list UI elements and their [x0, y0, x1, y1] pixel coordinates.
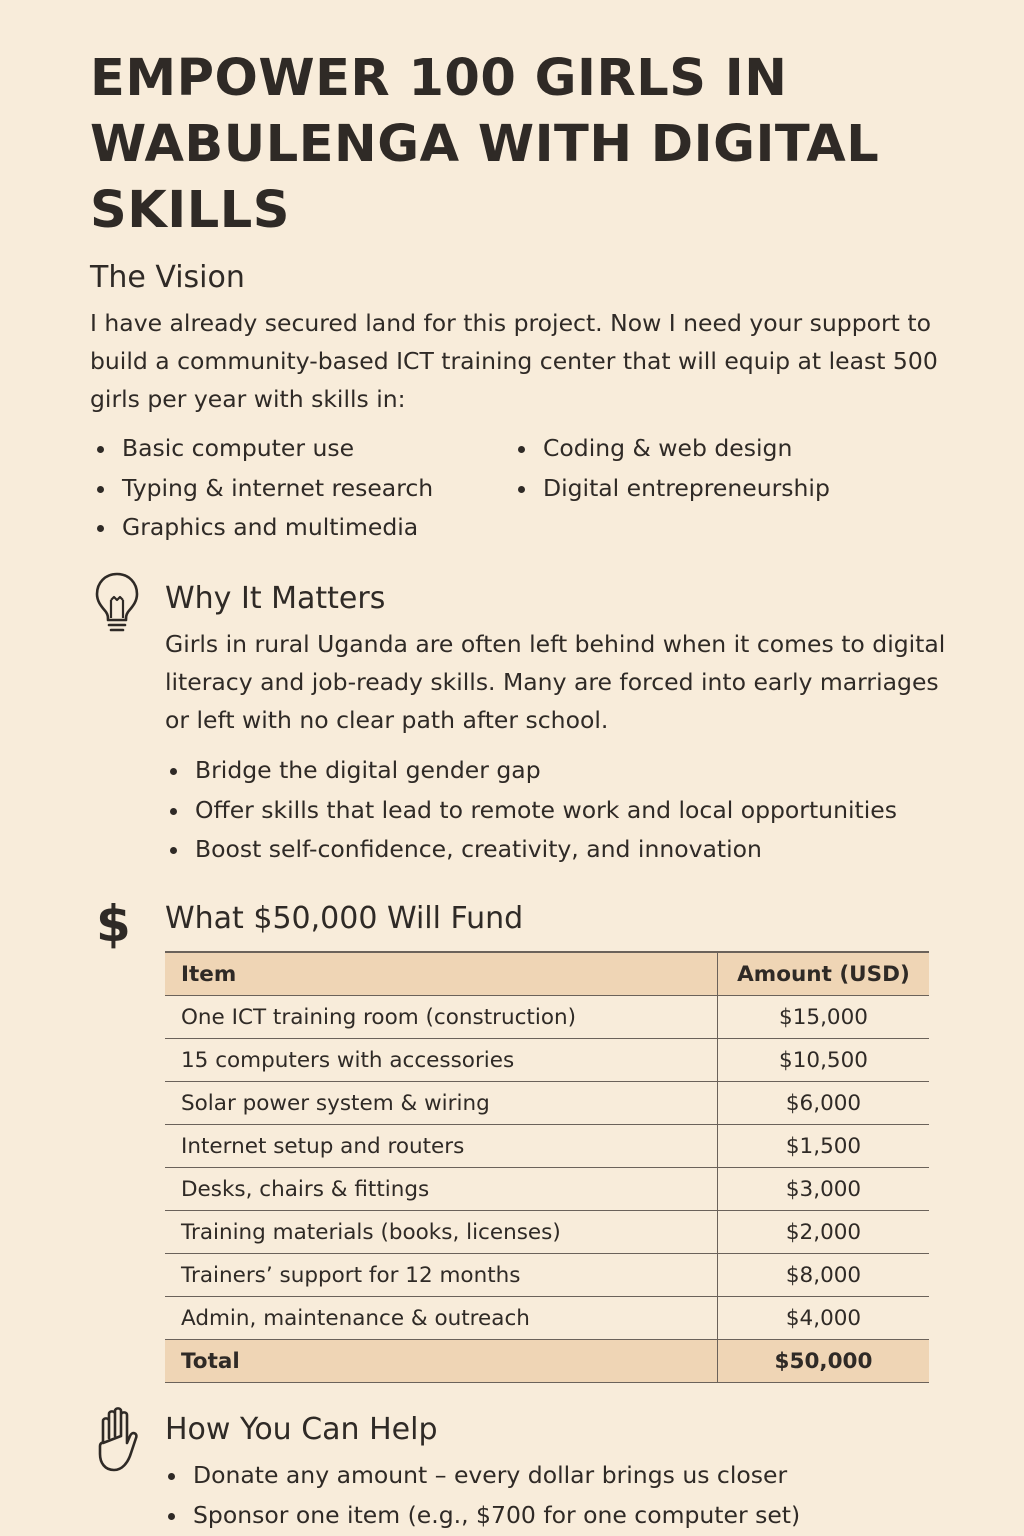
list-item: Donate any amount – every dollar brings us closer [163, 1456, 800, 1496]
list-item: Bridge the digital gender gap [165, 751, 897, 791]
table-row [165, 1211, 929, 1254]
list-item: Coding & web design [513, 429, 830, 469]
item-cell: Trainers’ support for 12 months [165, 1254, 718, 1297]
list-item: Offer skills that lead to remote work and local opportunities [165, 791, 897, 831]
vision-paragraph: I have already secured land for this project. Now I need your support to build a community-based ICT training center that will equip at least 500 girls per year with skills in: [90, 309, 938, 413]
item-cell: Admin, maintenance & outreach [165, 1297, 718, 1340]
table-row [165, 996, 929, 1039]
why-paragraph: Girls in rural Uganda are often left behind when it comes to digital literacy and job-ready skills. Many are forced into early marriages or left with no clear path after school. [165, 630, 946, 734]
table-row [165, 1168, 929, 1211]
list-item: Sponsor one item (e.g., $700 for one computer set) [163, 1496, 800, 1536]
amount-cell: $6,000 [718, 1082, 930, 1125]
amount-cell: $10,500 [718, 1039, 930, 1082]
page-title: EMPOWER 100 GIRLS IN WABULENGA WITH DIGITAL SKILLS [90, 49, 880, 240]
amount-cell: $1,500 [718, 1125, 930, 1168]
table-row [165, 1039, 929, 1082]
amount-cell: $2,000 [718, 1211, 930, 1254]
table-row [165, 1254, 929, 1297]
list-item: Typing & internet research [92, 469, 433, 509]
skills-list-right [513, 429, 830, 508]
item-cell: 15 computers with accessories [165, 1039, 718, 1082]
item-cell: Desks, chairs & fittings [165, 1168, 718, 1211]
why-list [165, 751, 897, 870]
vision-heading: The Vision [90, 260, 245, 295]
help-list [163, 1456, 800, 1535]
item-cell: Solar power system & wiring [165, 1082, 718, 1125]
list-item: Digital entrepreneurship [513, 469, 830, 509]
item-cell: Training materials (books, licenses) [165, 1211, 718, 1254]
dollar-icon: $ [96, 895, 131, 953]
amount-cell: $3,000 [718, 1168, 930, 1211]
amount-cell: $8,000 [718, 1254, 930, 1297]
fund-heading: What $50,000 Will Fund [165, 901, 524, 936]
why-heading: Why It Matters [165, 581, 386, 616]
amount-cell: $4,000 [718, 1297, 930, 1340]
table-row [165, 1297, 929, 1340]
table-header-row [165, 952, 929, 996]
table-row [165, 1125, 929, 1168]
funding-table [165, 951, 929, 1383]
total-label: Total [165, 1340, 718, 1383]
list-item: Boost self-confidence, creativity, and innovation [165, 830, 897, 870]
help-heading: How You Can Help [165, 1412, 438, 1447]
column-header-item: Item [165, 952, 718, 996]
list-item: Graphics and multimedia [92, 508, 433, 548]
item-cell: Internet setup and routers [165, 1125, 718, 1168]
table-row [165, 1082, 929, 1125]
hand-icon [92, 1405, 148, 1475]
lightbulb-icon [93, 571, 141, 635]
list-item: Basic computer use [92, 429, 433, 469]
amount-cell: $15,000 [718, 996, 930, 1039]
item-cell: One ICT training room (construction) [165, 996, 718, 1039]
total-amount: $50,000 [718, 1340, 930, 1383]
table-total-row [165, 1340, 929, 1383]
skills-list-left [92, 429, 433, 548]
column-header-amount: Amount (USD) [718, 952, 930, 996]
